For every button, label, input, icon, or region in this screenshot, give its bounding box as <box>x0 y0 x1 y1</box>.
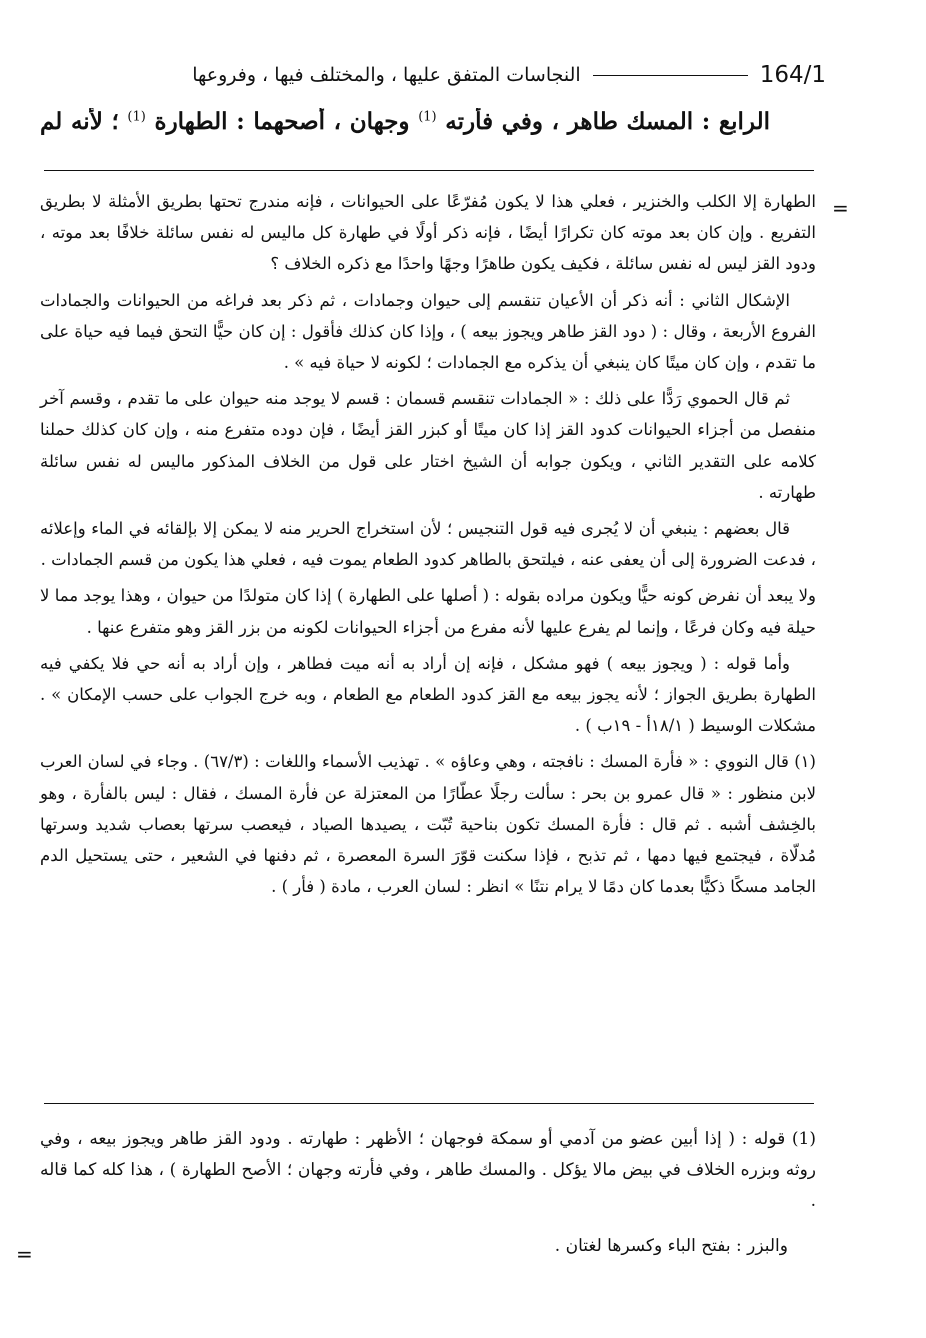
footnote-paragraph: (1) قوله : ( إذا أبين عضو من آدمي أو سمكة فوجهان ؛ الأظهر : طهارته . ودود القز طاهر ويجوز بيعه ، وفي روثه وبزره الخلاف في بيض مالا يؤكل . والمسك طاهر ، وفي فأرته وجهان ؛ الأصح الطهارة ) ، هذا كله كما قاله . <box>40 1129 816 1211</box>
commentary-block <box>40 186 816 907</box>
commentary-paragraph: الإشكال الثاني : أنه ذكر أن الأعيان تنقسم إلى حيوان وجمادات ، ثم ذكر بعد فراغه من الحيوانات والجمادات الفروع الأربعة ، وقال : ( دود القز طاهر ويجوز بيعه ) ، وإذا كان كذلك فأقول : إن كان حيًّا التحق فيما فيه حياة على ما تقدم ، وإن كان ميتًا كان ينبغي أن يذكره مع الجمادات ؛ لكونه لا حياة فيه » . <box>40 290 816 373</box>
commentary-paragraph: وأما قوله : ( ويجوز بيعه ) فهو مشكل ، فإنه إن أراد به أنه ميت فطاهر ، وإن أراد به أنه حي فلا يكفي فيه الطهارة بطريق الجواز ؛ لأنه يجوز بيعه مع القز كدود الطعام مع الطعام ، وبه خرج الجواب على حسب الإمكان » . مشكلات الوسيط ( ١٨/١أ - ١٩ب ) . <box>40 653 816 736</box>
footnote-marker: (1) <box>127 109 146 125</box>
page-number: 164/1 <box>759 62 826 88</box>
main-text-part-2: وجهان ، أصحهما : الطهارة <box>154 108 410 135</box>
commentary-paragraph: الطهارة إلا الكلب والخنزير ، فعلي هذا لا يكون مُفرّعًا على الحيوانات ، فإنه مندرج تحتها بطريق الأمثلة لا بطريق التفريع . وإن كان بعد موته كان تكرارًا أيضًا ، فإنه ذكر أولًا في طهارة كل ماليس له نفس سائلة خلافًا بعد موته ، ودود القز ليس له نفس سائلة ، فكيف يكون طاهرًا وجهًا واحدًا مع ذكره الخلاف ؟ <box>40 192 816 274</box>
commentary-paragraph: قال بعضهم : ينبغي أن لا يُجرى فيه قول التنجيس ؛ لأن استخراج الحرير منه لا يمكن إلا بإلقائه في الماء وإعلائه ، فدعت الضرورة إلى أن يعفى عنه ، فيلتحق بالطاهر كدود الطعام يموت فيه ، فعلي هذا يكون من قسم الجمادات . <box>40 519 816 570</box>
footnote-paragraph: والبزر : بفتح الباء وكسرها لغتان . <box>554 1236 788 1256</box>
main-text-line <box>40 108 770 135</box>
commentary-paragraph: ثم قال الحموي رَدًّا على ذلك : « الجمادات تنقسم قسمان : قسم لا يوجد منه حيوان على ما تقدم ، وقسم آخر منفصل من أجزاء الحيوانات كدود القز إذا كان ميتًا أو كبزر القز أيضًا ، فإن دوده متفرع منه ، وإن كان كذلك حملنا كلامه على التقدير الثاني ، ويكون جوابه أن الشيخ اختار على قول من الخلاف المذكور ماليس له نفس سائلة طهارته . <box>40 389 816 502</box>
footnote-marker: (1) <box>418 109 437 125</box>
commentary-footnote: (١) قال النووي : « فأرة المسك : نافجته ، وهي وعاؤه » . تهذيب الأسماء واللغات : (٦٧/٣) . وجاء في لسان العرب لابن منظور : « قال عمرو بن بحر : سألت رجلًا عطّارًا من المعتزلة عن فأرة المسك ، فقال : ليس بالفأرة ، وهو بالخِشف أشبه . ثم قال : فأرة المسك تكون بناحية تُبّت ، يصيدها الصياد ، فيعصب سرتها بعصاب شديد وسرتها مُدلّاة ، فيجتمع فيها دمها ، ثم تذبح ، فإذا سكنت قوّرَ السرة المعصرة ، ثم دفنها في الشعير ، حتى يستحيل الدم الجامد مسكًا ذكيًّا بعدما كان دمًا لا يرام نتنًا » انظر : لسان العرب ، مادة ( فأر ) . <box>40 752 816 897</box>
main-text-part-1: الرابع : المسك طاهر ، وفي فأرته <box>445 108 770 135</box>
footnote-separator <box>44 1103 814 1104</box>
continuation-mark: = <box>16 1242 33 1266</box>
running-title: النجاسات المتفق عليها ، والمختلف فيها ، وفروعها <box>192 64 581 86</box>
continuation-mark: = <box>832 196 849 220</box>
main-text-part-3: ؛ لأنه لم <box>40 108 119 135</box>
footnotes-block <box>40 1124 816 1276</box>
commentary-paragraph: ولا يبعد أن نفرض كونه حيًّا ويكون مراده بقوله : ( أصلها على الطهارة ) إذا كان متولدًا من حيوان ، وهذا يوجد مما لا حيلة فيه وكان فرعًا ، وإنما لم يفرع عليها لأنه مفرع من أجزاء الحيوانات لكونه من بزر القز وهو متفرع عنها . <box>40 586 816 637</box>
main-text-separator <box>44 170 814 171</box>
header-rule <box>593 75 748 76</box>
running-header <box>44 58 826 92</box>
